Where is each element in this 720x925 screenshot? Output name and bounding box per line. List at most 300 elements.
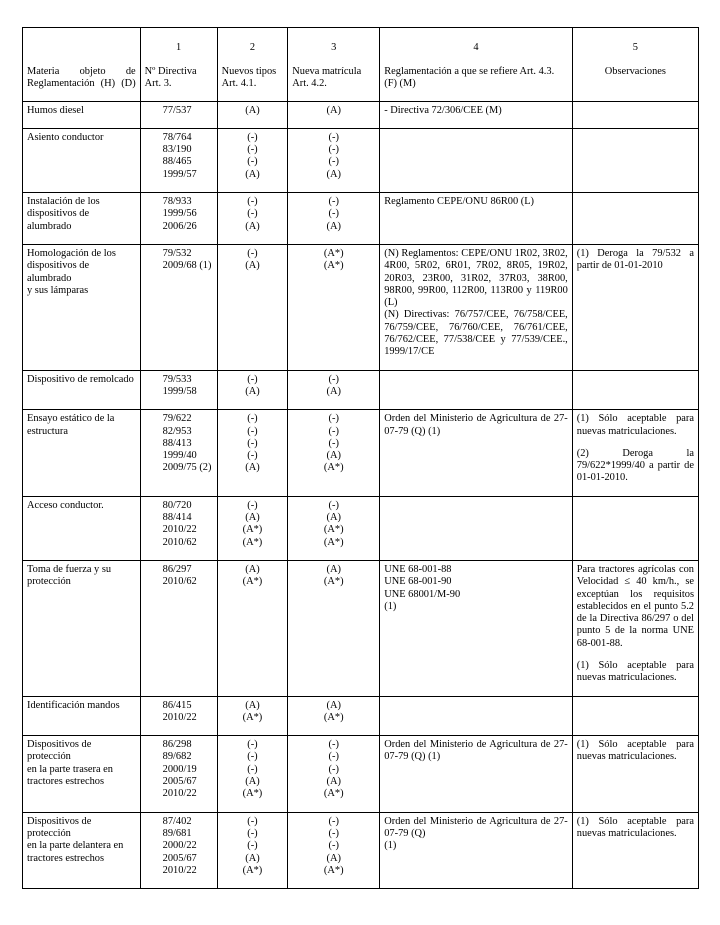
matricula-line: (A*): [323, 864, 344, 876]
materia-cell: [23, 410, 141, 496]
observaciones-line: Para tractores agrícolas con Velocidad ≤ 40 km/h., se exceptúan los requisitos establecidos en el punto 5.2 de la Directiva 86/297 o del punto 5 de la norma UNE 68-001-88.: [576, 563, 694, 649]
nuevos-line: (-): [247, 751, 258, 763]
matricula-line: (A*): [323, 462, 344, 474]
nuevos-tipos-cell: [217, 101, 288, 128]
directivas-line: 86/297: [162, 563, 192, 575]
directivas-line: 87/402: [162, 815, 192, 827]
cell-spacer: [163, 233, 213, 241]
materia-line: en la parte delantera en: [27, 840, 124, 852]
cell-spacer: [222, 724, 284, 732]
cell-spacer: [27, 438, 136, 446]
materia-line: en la parte trasera en: [27, 763, 113, 775]
header-cell-directiva: [140, 28, 217, 102]
matricula-line: (-): [328, 827, 339, 839]
materia-line: y sus lámparas: [27, 284, 89, 296]
reglamentacion-line: (N) Directivas: 76/757/CEE, 76/758/CEE, 76/759/CEE, 76/760/CEE, 76/761/CEE, 76/762/CEE, 77/538/CEE y 77/539/CEE., 1999/17/CE: [384, 309, 568, 358]
cell-spacer: [384, 764, 568, 772]
nuevos-line: (A): [245, 699, 260, 711]
cell-spacer: [222, 549, 284, 557]
cell-spacer: [222, 475, 284, 483]
nuevos-tipos-cell: [217, 244, 288, 370]
materia-line: Ensayo estático de la: [27, 413, 115, 425]
observaciones-cell: [572, 101, 698, 128]
cell-spacer: [384, 359, 568, 367]
nuevos-tipos-cell: [217, 128, 288, 192]
table-row: [23, 128, 699, 192]
nuevos-tipos-cell: [217, 812, 288, 888]
matricula-line: (A): [326, 220, 341, 232]
reglamentacion-line: Orden del Ministerio de Agricultura de 27-07-79 (Q) (1): [384, 413, 568, 437]
cell-spacer: [27, 144, 136, 152]
col-number: [27, 42, 136, 66]
cell-spacer: [163, 589, 213, 597]
directiva-cell: [140, 370, 217, 410]
matricula-line: (-): [328, 437, 339, 449]
nueva-matricula-cell: [288, 812, 380, 888]
matricula-line: (A*): [323, 524, 344, 536]
materia-line: dispositivos de alumbrado: [27, 260, 90, 284]
directivas-line: 2005/67: [162, 852, 197, 864]
cell-spacer: [222, 877, 284, 885]
directivas-line: 2009/68 (1): [162, 260, 212, 272]
table-row: [23, 812, 699, 888]
nueva-matricula-cell: [288, 696, 380, 736]
directivas-line: 86/298: [162, 739, 192, 751]
col-label: Materia objeto de Reglamentación (H) (D): [27, 66, 136, 90]
reglamentacion-line: Orden del Ministerio de Agricultura de 27-07-79 (Q): [384, 815, 568, 839]
cell-spacer: [222, 117, 284, 125]
cell-spacer: [577, 700, 694, 708]
cell-spacer: [384, 208, 568, 216]
observaciones-cell: [572, 410, 698, 496]
directivas-line: 1999/57: [162, 168, 197, 180]
directivas-line: 2010/22: [162, 711, 197, 723]
nuevos-line: (A*): [242, 576, 263, 588]
col-number: 5: [632, 42, 638, 53]
matricula-line: (-): [328, 144, 339, 156]
nuevos-line: (-): [247, 413, 258, 425]
observaciones-cell: [572, 370, 698, 410]
materia-cell: [23, 696, 141, 736]
nueva-matricula-cell: [288, 560, 380, 696]
cell-spacer: [292, 877, 375, 885]
cell-spacer: [222, 589, 284, 597]
observaciones-cell: [572, 736, 698, 812]
cell-spacer: [577, 132, 694, 140]
cell-spacer: [163, 181, 213, 189]
cell-spacer: [577, 685, 694, 693]
nuevos-line: (A): [245, 220, 260, 232]
directivas-line: 2000/19: [162, 763, 197, 775]
nuevos-line: (-): [247, 815, 258, 827]
directivas-line: 2010/22: [162, 864, 197, 876]
nuevos-line: (-): [247, 437, 258, 449]
cell-spacer: [577, 273, 694, 281]
cell-spacer: [27, 589, 136, 597]
directivas-line: 88/465: [162, 156, 192, 168]
nueva-matricula-cell: [288, 736, 380, 812]
directiva-cell: [140, 496, 217, 560]
cell-spacer: [292, 549, 375, 557]
matricula-line: (A): [326, 512, 341, 524]
col-number: 3: [331, 42, 337, 53]
cell-spacer: [27, 117, 136, 125]
cell-spacer: [292, 398, 375, 406]
materia-cell: [23, 496, 141, 560]
observaciones-cell: [572, 193, 698, 245]
directivas-line: 79/622: [162, 413, 192, 425]
reglamentacion-cell: [380, 101, 573, 128]
directivas-line: 89/681: [162, 827, 192, 839]
directivas-line: 2005/67: [162, 776, 197, 788]
reglamentacion-line: UNE 68-001-88: [384, 563, 452, 575]
nuevos-line: (A): [245, 168, 260, 180]
cell-spacer: [384, 117, 568, 125]
matricula-line: (-): [328, 499, 339, 511]
materia-cell: [23, 370, 141, 410]
materia-line: estructura: [27, 425, 68, 437]
directivas-line: 1999/40: [162, 450, 197, 462]
nuevos-line: (-): [247, 144, 258, 156]
cell-spacer: [222, 233, 284, 241]
nueva-matricula-cell: [288, 244, 380, 370]
reglamentacion-cell: [380, 496, 573, 560]
directiva-cell: [140, 560, 217, 696]
nuevos-line: (-): [247, 156, 258, 168]
cell-spacer: [384, 853, 568, 861]
directiva-cell: [140, 812, 217, 888]
header-cell-materia: [23, 28, 141, 102]
matricula-line: (A*): [323, 260, 344, 272]
materia-line: Dispositivos de protección: [27, 815, 92, 839]
cell-spacer: [292, 475, 375, 483]
directivas-line: 89/682: [162, 751, 192, 763]
col-number: 4: [473, 42, 479, 53]
nuevos-line: (A*): [242, 788, 263, 800]
cell-spacer: [163, 724, 213, 732]
observaciones-cell: [572, 560, 698, 696]
cell-spacer: [384, 700, 568, 708]
reglamentacion-line: UNE 68-001-90: [384, 576, 452, 588]
directivas-line: 1999/56: [162, 208, 197, 220]
directivas-line: 2010/22: [162, 788, 197, 800]
matricula-line: (-): [328, 840, 339, 852]
reglamentacion-line: (1): [384, 840, 397, 852]
reglamentacion-cell: [380, 244, 573, 370]
materia-line: tractores estrechos: [27, 852, 105, 864]
nuevos-line: (-): [247, 450, 258, 462]
directivas-line: 2000/22: [162, 840, 197, 852]
table-row: [23, 244, 699, 370]
nuevos-line: (A): [245, 776, 260, 788]
cell-spacer: [163, 117, 213, 125]
nuevos-line: (-): [247, 739, 258, 751]
reglamentacion-cell: [380, 560, 573, 696]
cell-spacer: [27, 512, 136, 520]
cell-spacer: [577, 196, 694, 204]
cell-spacer: [384, 132, 568, 140]
nuevos-line: (A): [245, 852, 260, 864]
nuevos-tipos-cell: [217, 193, 288, 245]
reglamentacion-cell: [380, 812, 573, 888]
materia-line: Dispositivo de remolcado: [27, 373, 134, 385]
observaciones-line: (1) Sólo aceptable para nuevas matriculaciones.: [576, 659, 694, 684]
directiva-cell: [140, 128, 217, 192]
cell-spacer: [292, 233, 375, 241]
nueva-matricula-cell: [288, 370, 380, 410]
observaciones-line: (1) Sólo aceptable para nuevas matriculaciones.: [576, 413, 694, 437]
cell-spacer: [27, 297, 136, 305]
nuevos-line: (-): [247, 208, 258, 220]
matricula-line: (A*): [323, 247, 344, 259]
nuevos-line: (A): [245, 512, 260, 524]
matricula-line: (A): [326, 563, 341, 575]
matricula-line: (A): [326, 776, 341, 788]
directiva-cell: [140, 101, 217, 128]
cell-spacer: [163, 398, 213, 406]
matricula-line: (-): [328, 815, 339, 827]
materia-cell: [23, 193, 141, 245]
reglamentacion-cell: [380, 370, 573, 410]
cell-spacer: [292, 117, 375, 125]
materia-cell: [23, 101, 141, 128]
matricula-line: (A): [326, 104, 341, 116]
col-label: Reglamentación a que se refiere Art. 4.3. (F) (M): [384, 66, 555, 90]
directivas-line: 2010/62: [162, 576, 197, 588]
cell-spacer: [222, 801, 284, 809]
materia-line: tractores estrechos: [27, 776, 105, 788]
materia-line: Acceso conductor.: [27, 499, 104, 511]
cell-spacer: [292, 801, 375, 809]
cell-spacer: [27, 865, 136, 873]
observaciones-cell: [572, 244, 698, 370]
nuevos-line: (A): [245, 563, 260, 575]
matricula-line: (-): [328, 156, 339, 168]
materia-cell: [23, 736, 141, 812]
table-row: [23, 560, 699, 696]
materia-cell: [23, 128, 141, 192]
directivas-line: 2010/62: [162, 536, 197, 548]
materia-cell: [23, 244, 141, 370]
cell-spacer: [577, 840, 694, 848]
directivas-line: 1999/58: [162, 385, 197, 397]
materia-line: Homologación de los: [27, 247, 116, 259]
cell-spacer: [222, 273, 284, 281]
reglamentacion-line: - Directiva 72/306/CEE (M): [384, 104, 502, 116]
matricula-line: (-): [328, 131, 339, 143]
reglamentacion-cell: [380, 696, 573, 736]
directiva-cell: [140, 410, 217, 496]
nuevos-tipos-cell: [217, 736, 288, 812]
directivas-line: 2006/26: [162, 220, 197, 232]
cell-spacer: [292, 273, 375, 281]
nuevos-line: (A): [245, 260, 260, 272]
nueva-matricula-cell: [288, 101, 380, 128]
directivas-line: 2009/75 (2): [162, 462, 212, 474]
materia-line: protección: [27, 576, 71, 588]
cell-spacer: [163, 273, 213, 281]
nuevos-tipos-cell: [217, 410, 288, 496]
directivas-line: 88/414: [162, 512, 192, 524]
reglamentacion-line: (N) Reglamentos: CEPE/ONU 1R02, 3R02, 4R00, 5R02, 6R01, 7R02, 8R05, 19R02, 20R03, 23R00, 31R02, 37R03, 38R00, 98R00, 99R00, 112R00, 113R00 y 119R00 (L): [384, 247, 568, 309]
table-row: [23, 370, 699, 410]
directiva-cell: [140, 736, 217, 812]
matricula-line: (-): [328, 413, 339, 425]
observaciones-cell: [572, 812, 698, 888]
reglamentacion-cell: [380, 736, 573, 812]
cell-spacer: [384, 374, 568, 382]
cell-spacer: [384, 613, 568, 621]
header-cell-observaciones: [572, 28, 698, 102]
header-row: [23, 28, 699, 102]
nuevos-tipos-cell: [217, 560, 288, 696]
materia-line: Asiento conductor: [27, 131, 104, 143]
directivas-line: 88/413: [162, 437, 192, 449]
directivas-line: 80/720: [162, 499, 192, 511]
reglamentacion-cell: [380, 128, 573, 192]
col-label: Nueva matrícula Art. 4.2.: [292, 66, 362, 90]
cell-spacer: [577, 374, 694, 382]
cell-spacer: [27, 712, 136, 720]
observaciones-line: (1) Sólo aceptable para nuevas matriculaciones.: [576, 815, 694, 839]
materia-line: Identificación mandos: [27, 699, 120, 711]
materia-line: Humos diesel: [27, 104, 84, 116]
cell-spacer: [384, 438, 568, 446]
header-cell-nuevos: [217, 28, 288, 102]
col-number: 1: [176, 42, 182, 53]
cell-spacer: [163, 549, 213, 557]
cell-spacer: [292, 724, 375, 732]
nuevos-line: (-): [247, 763, 258, 775]
col-label: Observaciones: [604, 66, 666, 77]
cell-spacer: [163, 877, 213, 885]
header-cell-reglamentacion: [380, 28, 573, 102]
nuevos-tipos-cell: [217, 496, 288, 560]
matricula-line: (A): [326, 852, 341, 864]
cell-spacer: [292, 181, 375, 189]
nueva-matricula-cell: [288, 496, 380, 560]
cell-spacer: [163, 475, 213, 483]
observaciones-line: (2) Deroga la 79/622*1999/40 a partir de 01-01-2010.: [576, 447, 694, 484]
nuevos-line: (A): [245, 104, 260, 116]
materia-line: dispositivos de alumbrado: [27, 208, 90, 232]
materia-line: Dispositivos de protección: [27, 739, 92, 763]
cell-spacer: [163, 801, 213, 809]
cell-spacer: [27, 233, 136, 241]
nuevos-line: (-): [247, 247, 258, 259]
observaciones-line: (1) Deroga la 79/532 a partir de 01-01-2010: [576, 247, 694, 272]
directiva-cell: [140, 696, 217, 736]
nuevos-line: (A): [245, 385, 260, 397]
materia-cell: [23, 560, 141, 696]
regulation-table: [22, 27, 699, 889]
reglamentacion-cell: [380, 410, 573, 496]
nuevos-line: (A*): [242, 524, 263, 536]
nuevos-line: (A): [245, 462, 260, 474]
reglamentacion-line: (1): [384, 600, 397, 612]
reglamentacion-line: Orden del Ministerio de Agricultura de 27-07-79 (Q) (1): [384, 739, 568, 763]
reglamentacion-line: UNE 68001/M-90: [384, 588, 461, 600]
directivas-line: 79/532: [162, 247, 192, 259]
nuevos-line: (-): [247, 373, 258, 385]
table-row: [23, 410, 699, 496]
col-label: Nº Directiva Art. 3.: [144, 66, 197, 90]
col-label: Nuevos tipos Art. 4.1.: [221, 66, 277, 90]
matricula-line: (-): [328, 751, 339, 763]
table-row: [23, 496, 699, 560]
nueva-matricula-cell: [288, 410, 380, 496]
nuevos-line: (-): [247, 827, 258, 839]
materia-line: Instalación de los: [27, 196, 100, 208]
nuevos-line: (A*): [242, 864, 263, 876]
matricula-line: (A): [326, 385, 341, 397]
matricula-line: (A): [326, 450, 341, 462]
nueva-matricula-cell: [288, 193, 380, 245]
materia-cell: [23, 812, 141, 888]
reglamentacion-line: Reglamento CEPE/ONU 86R00 (L): [384, 196, 535, 208]
cell-spacer: [577, 485, 694, 493]
table-row: [23, 193, 699, 245]
directivas-line: 86/415: [162, 699, 192, 711]
matricula-line: (A): [326, 168, 341, 180]
directivas-line: 78/764: [162, 131, 192, 143]
matricula-line: (-): [328, 763, 339, 775]
matricula-line: (-): [328, 196, 339, 208]
cell-spacer: [384, 500, 568, 508]
cell-spacer: [577, 105, 694, 113]
matricula-line: (A*): [323, 711, 344, 723]
cell-spacer: [222, 398, 284, 406]
matricula-line: (A*): [323, 788, 344, 800]
nuevos-line: (-): [247, 196, 258, 208]
matricula-line: (-): [328, 739, 339, 751]
cell-spacer: [577, 764, 694, 772]
directivas-line: 83/190: [162, 144, 192, 156]
reglamentacion-cell: [380, 193, 573, 245]
observaciones-cell: [572, 128, 698, 192]
observaciones-cell: [572, 696, 698, 736]
directiva-cell: [140, 193, 217, 245]
nuevos-tipos-cell: [217, 370, 288, 410]
cell-spacer: [577, 500, 694, 508]
observaciones-cell: [572, 496, 698, 560]
directivas-line: 78/933: [162, 196, 192, 208]
materia-line: Toma de fuerza y su: [27, 563, 112, 575]
col-number: 2: [249, 42, 256, 53]
nuevos-line: (-): [247, 499, 258, 511]
directivas-line: 77/537: [162, 104, 192, 116]
cell-spacer: [27, 386, 136, 394]
nuevos-tipos-cell: [217, 696, 288, 736]
observaciones-line: (1) Sólo aceptable para nuevas matriculaciones.: [576, 739, 694, 763]
nuevos-line: (-): [247, 131, 258, 143]
cell-spacer: [222, 181, 284, 189]
nuevos-line: (A*): [242, 711, 263, 723]
directivas-line: 2010/22: [162, 524, 197, 536]
table-row: [23, 696, 699, 736]
table-row: [23, 101, 699, 128]
matricula-line: (-): [328, 425, 339, 437]
cell-spacer: [27, 788, 136, 796]
header-cell-matricula: [288, 28, 380, 102]
directivas-line: 79/533: [162, 373, 192, 385]
matricula-line: (A): [326, 699, 341, 711]
directivas-line: 82/953: [162, 425, 192, 437]
nueva-matricula-cell: [288, 128, 380, 192]
nuevos-line: (-): [247, 840, 258, 852]
matricula-line: (A*): [323, 536, 344, 548]
table-row: [23, 736, 699, 812]
